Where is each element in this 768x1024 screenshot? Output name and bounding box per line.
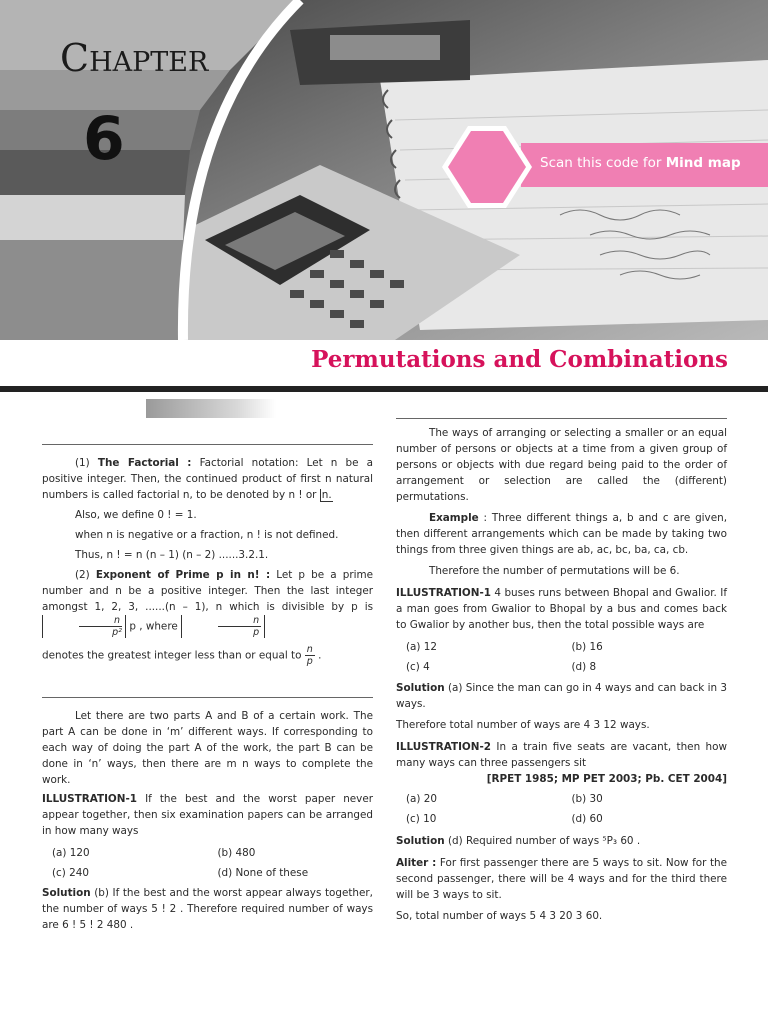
chapter-header (0, 0, 768, 340)
illustration-2-right: ILLUSTRATION-2 In a train five seats are vacant, then how many ways can three passengers sit (396, 741, 727, 769)
option-a: (a) 120 (52, 847, 90, 859)
option-d: (d) 8 (571, 661, 597, 673)
factorial-undefined: when n is negative or a fraction, n ! is not defined. (75, 529, 339, 541)
aliter-paragraph: Aliter : For first passenger there are 5 ways to sit. Now for the second passenger, there will be 4 ways and for the third there will be 3 ways to sit. (396, 857, 728, 901)
option-a: (a) 20 (406, 793, 437, 805)
solution-left: Solution (b) If the best and the worst appear always together, the number of ways 5 ! 2 . Therefore required number of ways are 6 ! 5 ! 2 480 . (42, 887, 373, 931)
aliter-total: So, total number of ways 5 4 3 20 3 60. (396, 910, 603, 922)
factorial-define: Also, we define 0 ! = 1. (75, 509, 197, 521)
solution-2-right: Solution (d) Required number of ways ⁵P₃ 60 . (396, 835, 641, 847)
right-column (396, 410, 727, 924)
greatest-integer-note: denotes the greatest integer less than or equal to $\frac{n}{p}$ . (42, 644, 322, 667)
options-list (396, 791, 727, 827)
permutation-count: Therefore the number of permutations will be 6. (429, 565, 680, 577)
factorial-expansion: Thus, n ! = n (n – 1) (n – 2) ......3.2.1. (75, 549, 269, 561)
example-paragraph: Example : Three different things a, b and c are given, then different arrangements which can be made by taking two things from three given things are ab, ac, bc, ba, ca, cb. (396, 512, 727, 556)
exponent-paragraph: (2) Exponent of Prime p in n! : Let p be a prime number and n be a positive integer. Then the last integer amongst 1, 2, 3, ......(n – 1), n which is divisible by p is $\frac{n}{\text{p²}}$ p , where $\frac{n}{p}$ (42, 569, 373, 638)
multiplication-principle: Let there are two parts A and B of a certain work. The part A can be done in ‘m’ different ways. If corresponding to each way of doing the part A of the work, the part B can be done in ‘n’ ways, then there are m n ways to complete the work. (42, 710, 373, 786)
option-c: (c) 10 (406, 813, 437, 825)
mind-map-link[interactable]: Mind map (665, 155, 741, 171)
title-rule (0, 386, 768, 392)
qr-code-icon[interactable] (440, 124, 534, 210)
options-list (42, 845, 373, 881)
chapter-number: 6 (83, 104, 125, 174)
chapter-label: Chapter (60, 36, 209, 80)
option-d: (d) None of these (217, 867, 309, 879)
exam-reference: [RPET 1985; MP PET 2003; Pb. CET 2004] (486, 773, 727, 785)
scan-text: Scan this code for Mind map (540, 155, 741, 171)
permutation-intro: The ways of arranging or selecting a smaller or an equal number of persons or objects at a time from a given group of persons or objects with due regard being paid to the order of arrangement or selection are called the (different) permutations. (396, 427, 727, 503)
solution-1-right: Solution (a) Since the man can go in 4 ways and can back in 3 ways. (396, 682, 727, 710)
page-title: Permutations and Combinations (311, 346, 728, 373)
option-b: (b) 30 (571, 793, 603, 805)
illustration-1-right: ILLUSTRATION-1 4 buses runs between Bhopal and Gwalior. If a man goes from Gwalior to Bhopal by a bus and comes back to Gwalior by another bus, then the total possible ways are (396, 587, 727, 631)
factorial-paragraph: (1) The Factorial : Factorial notation: Let n be a positive integer. Then, the continued product of first n natural numbers is called factorial n, to be denoted by n ! or n. (42, 457, 373, 501)
option-b: (b) 16 (571, 641, 603, 653)
option-d: (d) 60 (571, 813, 603, 825)
option-c: (c) 240 (52, 867, 89, 879)
option-c: (c) 4 (406, 661, 430, 673)
left-column (42, 410, 373, 933)
option-b: (b) 480 (217, 847, 256, 859)
option-a: (a) 12 (406, 641, 437, 653)
options-list (396, 639, 727, 675)
solution-1-total: Therefore total number of ways are 4 3 12 ways. (396, 719, 650, 731)
illustration-1-left: ILLUSTRATION-1 If the best and the worst paper never appear together, then six examination papers can be arranged in how many ways (42, 793, 373, 837)
